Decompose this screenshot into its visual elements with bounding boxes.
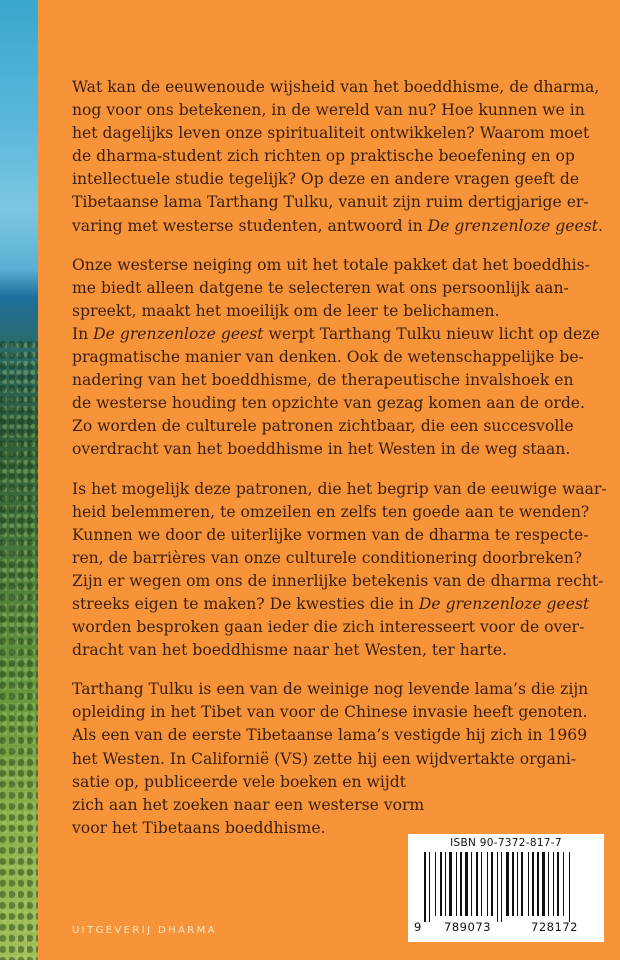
text-line (72, 501, 598, 524)
barcode-bar (487, 852, 488, 916)
text-line (72, 323, 598, 346)
barcode-bar (528, 852, 529, 916)
line-text: voor het Tibetaans boeddhisme. (72, 818, 326, 837)
text-line (72, 547, 598, 570)
barcode-bar (460, 852, 462, 916)
line-text: het Westen. In Californië (VS) zette hij een wijdvertakte organi- (72, 749, 577, 768)
barcode-bar (512, 852, 514, 916)
line-text: streeks eigen te maken? De kwesties die in (72, 594, 419, 613)
text-line (72, 122, 598, 145)
text-line (72, 369, 598, 392)
barcode-digit-group-1: 789073 (444, 920, 491, 934)
text-line (72, 438, 598, 461)
barcode-bar (465, 852, 468, 916)
line-text: Tarthang Tulku is een van de weinige nog levende lama’s die zijn (72, 680, 589, 699)
barcode-bar (491, 852, 493, 916)
barcode-bar (483, 852, 486, 916)
paragraph (72, 478, 607, 663)
barcode-bar (517, 852, 518, 916)
text-line (72, 570, 604, 593)
line-text: Onze westerse neiging om uit het totale pakket dat het boeddhis- (72, 255, 590, 274)
barcode-bar (555, 852, 556, 916)
barcode-bar (497, 852, 498, 922)
barcode-bar (463, 852, 464, 916)
text-line (72, 300, 598, 323)
text-line (72, 346, 598, 369)
barcode-bar (546, 852, 547, 916)
paragraph (72, 76, 603, 238)
text-line (72, 392, 598, 415)
text-line (72, 616, 598, 639)
barcode-digits (414, 920, 598, 934)
barcode-bar (521, 852, 523, 916)
barcode-bar (458, 852, 459, 916)
barcode-bar (560, 852, 562, 916)
publisher-name: UITGEVERIJ DHARMA (72, 925, 217, 936)
barcode-bar (557, 852, 559, 916)
line-text: nadering van het boeddhisme, de therapeutische invalshoek en (72, 371, 574, 390)
text-line (72, 168, 598, 191)
text-line (72, 99, 598, 122)
text-line (72, 701, 598, 724)
barcode-bar (540, 852, 541, 916)
barcode-bar (445, 852, 446, 916)
line-text: overdracht van het boeddhisme in het Westen in de weg staan. (72, 440, 571, 459)
text-line (72, 771, 598, 794)
line-text: Als een van de eerste Tibetaanse lama’s vestigde hij zich in 1969 (72, 726, 588, 745)
barcode-bar (427, 852, 428, 916)
text-line (72, 748, 598, 771)
line-text: Zo worden de culturele patronen zichtbaar, die een succesvolle (72, 417, 574, 436)
barcode-bar (548, 852, 549, 916)
line-text: Wat kan de eeuwenoude wijsheid van het boeddhisme, de dharma, (72, 78, 600, 96)
text-line (72, 524, 598, 547)
barcode-bar (431, 852, 434, 916)
barcode-bar (563, 852, 564, 916)
barcode-bar (569, 852, 570, 922)
barcode-digit-group-2: 728172 (531, 920, 578, 934)
text-line (72, 794, 598, 817)
line-text: pragmatische manier van denken. Ook de wetenschappelijke be- (72, 348, 584, 367)
barcode-bar (479, 852, 480, 916)
line-text-after: . (598, 216, 603, 235)
paragraph (72, 678, 598, 840)
line-text: zich aan het zoeken naar een westerse vorm (72, 795, 425, 814)
barcode-bar (489, 852, 490, 916)
cover-photo-strip (0, 0, 38, 960)
barcode-bar (524, 852, 527, 916)
barcode-bar (519, 852, 520, 916)
book-title-italic: De grenzenloze geest (93, 324, 264, 343)
barcode-bar (510, 852, 511, 916)
barcode-bar (537, 852, 539, 916)
barcode-bar (499, 852, 500, 916)
paragraph (72, 254, 598, 462)
line-text: intellectuele studie tegelijk? Op deze en andere vragen geeft de (72, 170, 580, 189)
book-title-italic: De grenzenloze geest (427, 216, 598, 235)
line-text: de dharma-student zich richten op praktische beoefening en op (72, 147, 575, 166)
barcode-bar (503, 852, 505, 916)
barcode-bar (471, 852, 472, 916)
text-line (72, 277, 598, 300)
barcode-bar (469, 852, 470, 916)
line-text: worden besproken gaan ieder die zich interesseert voor de over- (72, 618, 585, 637)
line-text: het dagelijks leven onze spiritualiteit ontwikkelen? Waarom moet (72, 124, 590, 143)
text-line (72, 639, 598, 662)
line-text-after: werpt Tarthang Tulku nieuw licht op deze (263, 324, 600, 343)
text-line (72, 215, 603, 238)
barcode-bar (453, 852, 455, 916)
line-text: ren, de barrières van onze culturele conditionering doorbreken? (72, 548, 583, 567)
barcode-bar (515, 852, 516, 916)
barcode-bar (494, 852, 496, 916)
barcode-bar (473, 852, 475, 916)
barcode-bar (501, 852, 502, 922)
text-line (72, 415, 598, 438)
barcode-bar (532, 852, 534, 916)
barcode-bar (535, 852, 536, 916)
line-text: heid belemmeren, te omzeilen en zelfs ten goede aan te wenden? (72, 502, 590, 521)
barcode-bar (565, 852, 568, 922)
barcode-bar (429, 852, 430, 922)
barcode (408, 834, 604, 942)
line-text: In (72, 324, 94, 343)
line-text: nog voor ons betekenen, in de wereld van nu? Hoe kunnen we in (72, 101, 585, 120)
line-text: Kunnen we door de uiterlijke vormen van de dharma te respecte- (72, 525, 589, 544)
line-text: opleiding in het Tibet van voor de Chinese invasie heeft genoten. (72, 703, 588, 722)
line-text: de westerse houding ten opzichte van gezag komen aan de orde. (72, 394, 585, 413)
text-line (72, 724, 598, 747)
barcode-bar (437, 852, 439, 916)
barcode-bar (443, 852, 444, 916)
barcode-digit-lead: 9 (414, 920, 422, 934)
barcode-bar (530, 852, 531, 916)
barcode-bar (553, 852, 554, 916)
barcode-bar (435, 852, 436, 916)
book-title-italic: De grenzenloze geest (418, 594, 590, 613)
barcode-bar (456, 852, 457, 916)
line-text: Zijn er wegen om ons de innerlijke betekenis van de dharma recht- (72, 571, 604, 590)
line-text: me biedt alleen datgene te selecteren wat ons persoonlijk aan- (72, 278, 569, 297)
line-text: Tibetaanse lama Tarthang Tulku, vanuit zijn ruim dertigjarige er- (72, 193, 589, 212)
text-line (72, 145, 598, 168)
barcode-bar (481, 852, 482, 916)
barcode-bar (550, 852, 552, 916)
isbn-label: ISBN 90-7372-817-7 (450, 837, 562, 849)
text-line (72, 191, 598, 214)
text-line (72, 678, 598, 701)
back-cover-text (72, 76, 607, 856)
barcode-bar (449, 852, 452, 916)
line-text: varing met westerse studenten, antwoord in (72, 216, 428, 235)
barcode-bar (506, 852, 509, 916)
barcode-bar (542, 852, 545, 916)
barcode-bar (447, 852, 448, 916)
text-line (72, 254, 598, 277)
barcode-bar (476, 852, 478, 916)
line-text: Is het mogelijk deze patronen, die het begrip van de eeuwige waar- (72, 479, 607, 498)
line-text: satie op, publiceerde vele boeken en wijdt (72, 772, 406, 791)
line-text: dracht van het boeddhisme naar het Westen, ter harte. (72, 641, 508, 660)
line-text: spreekt, maakt het moeilijk om de leer te belichamen. (72, 301, 500, 320)
text-line (72, 76, 598, 99)
barcode-bars (414, 852, 598, 922)
text-line (72, 478, 607, 501)
text-line (72, 593, 598, 616)
barcode-bar (440, 852, 442, 916)
barcode-bar (424, 852, 426, 922)
